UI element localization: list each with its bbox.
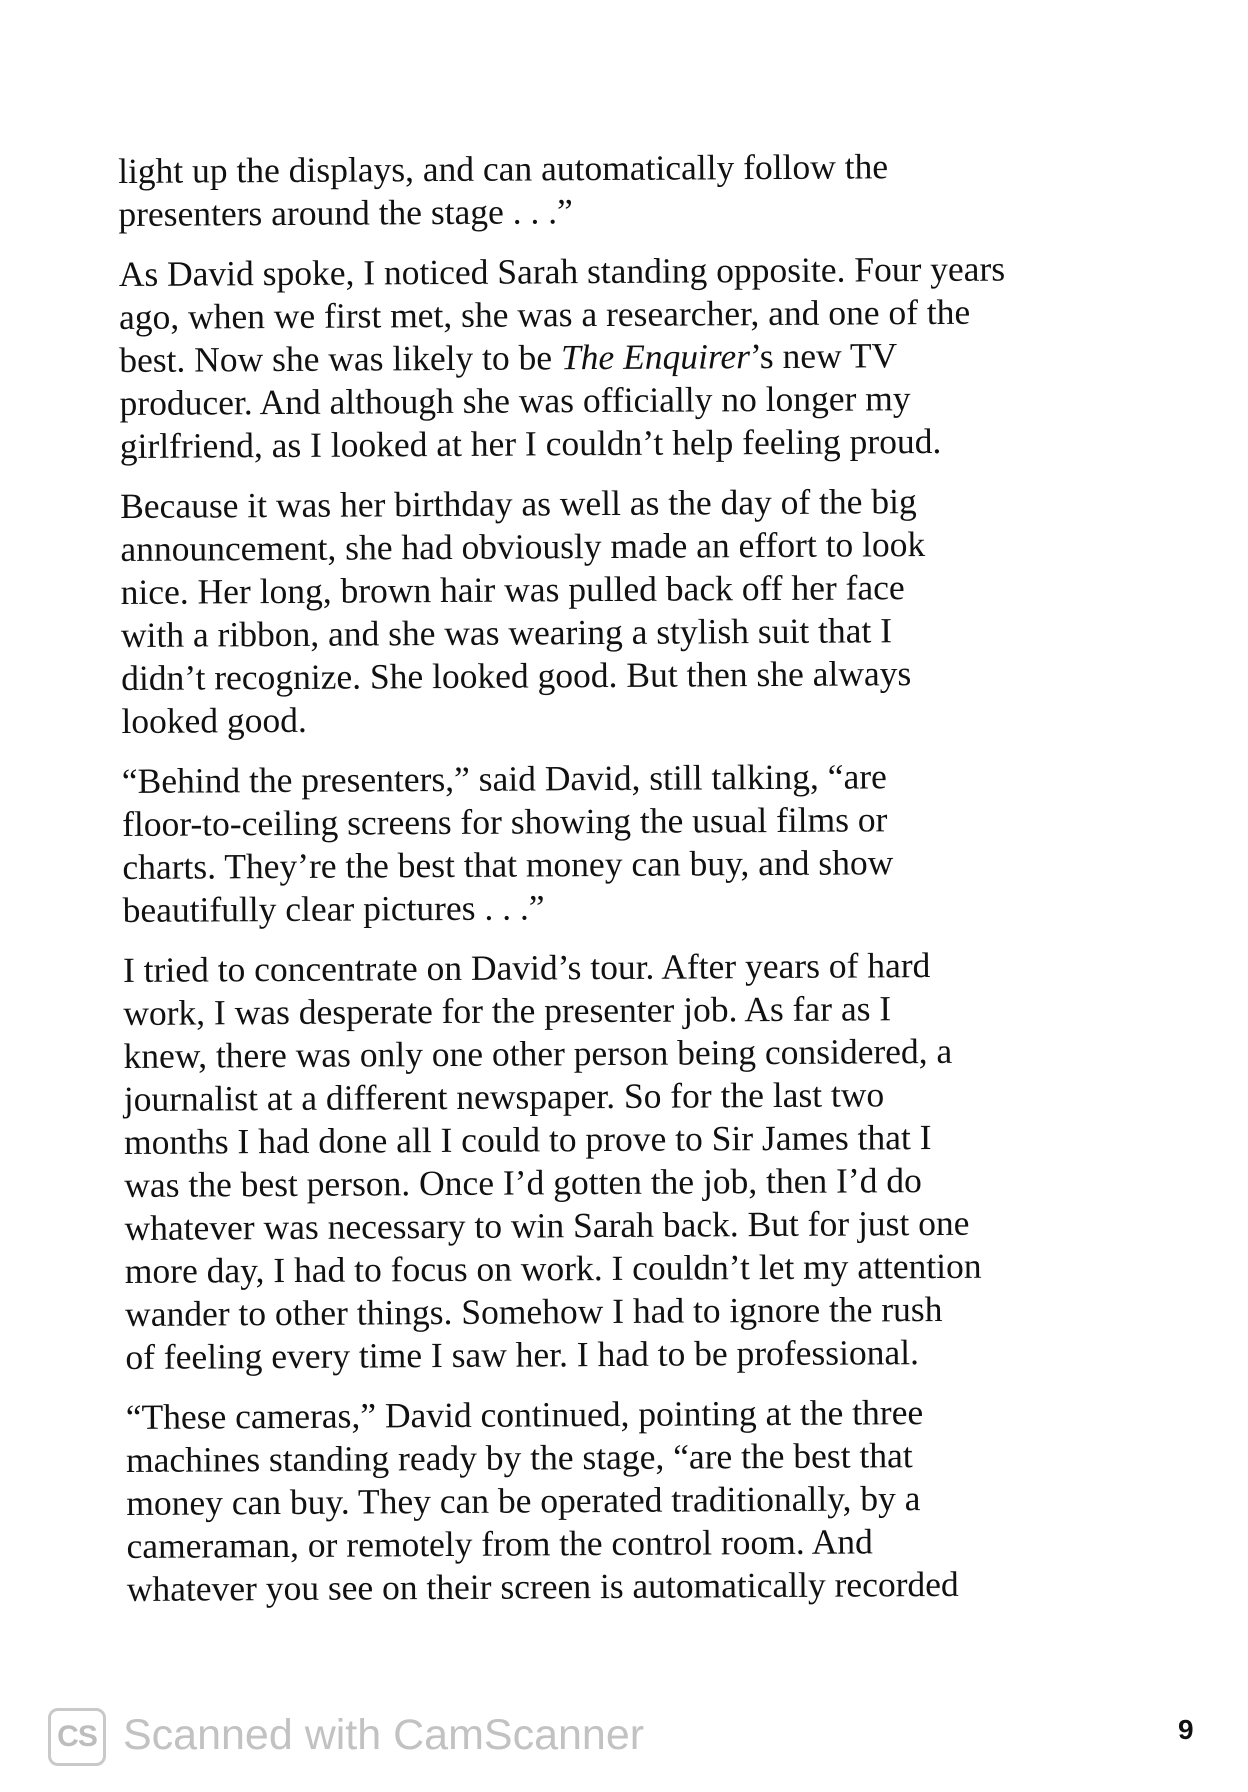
text-line: ago, when we first met, she was a researcher, and one of the	[118, 291, 971, 337]
text-line: girlfriend, as I looked at her I couldn’t help feeling proud.	[119, 420, 942, 466]
text-line: work, I was desperate for the presenter job. As far as I	[123, 988, 892, 1033]
text-line: was the best person. Once I’d gotten the job, then I’d do	[124, 1160, 922, 1205]
text-line: journalist at a different newspaper. So for the last two	[123, 1074, 885, 1119]
text-line: I tried to concentrate on David’s tour. After years of hard	[122, 945, 931, 990]
text-line: Because it was her birthday as well as the day of the big	[120, 481, 917, 526]
text-line: whatever was necessary to win Sarah back. But for just one	[124, 1202, 970, 1248]
text-line: money can buy. They can be operated traditionally, by a	[126, 1478, 921, 1523]
text-line: more day, I had to focus on work. I couldn’t let my attention	[124, 1245, 982, 1291]
scanner-watermark: Scanned with CamScanner	[123, 1711, 645, 1759]
paragraph-1	[118, 144, 1129, 236]
body-text	[118, 144, 1137, 1628]
text-line: producer. And although she was officially no longer my	[119, 378, 911, 423]
text-line: “These cameras,” David continued, pointing at the three	[125, 1392, 924, 1437]
text-line: floor-to-ceiling screens for showing the usual films or	[121, 799, 888, 844]
text-line: presenters around the stage . . .”	[118, 191, 573, 234]
paragraph-2	[119, 247, 1130, 468]
text-run: ’s new TV	[749, 335, 898, 377]
newspaper-title: The Enquirer	[560, 336, 751, 378]
text-line: charts. They’re the best that money can buy, and show	[122, 842, 894, 887]
text-line: wander to other things. Somehow I had to ignore the rush	[124, 1288, 943, 1334]
text-run: best. Now she was likely to be	[119, 337, 562, 380]
text-line: announcement, she had obviously made an effort to look	[120, 524, 926, 569]
text-line: beautifully clear pictures . . .”	[122, 887, 545, 930]
text-line: knew, there was only one other person being considered, a	[123, 1030, 953, 1076]
text-line: light up the displays, and can automatically follow the	[118, 146, 889, 191]
text-line: with a ribbon, and she was wearing a stylish suit that I	[120, 610, 893, 655]
paragraph-3	[120, 479, 1132, 743]
text-line: months I had done all I could to prove to Sir James that I	[123, 1117, 932, 1162]
paragraph-4	[122, 754, 1133, 932]
text-line: As David spoke, I noticed Sarah standing opposite. Four years	[118, 248, 1006, 294]
camscanner-logo-icon: CS	[48, 1708, 106, 1766]
text-line: cameraman, or remotely from the control room. And	[126, 1521, 873, 1566]
text-line	[119, 333, 1129, 382]
paragraph-6	[126, 1390, 1137, 1611]
paragraph-5	[123, 943, 1136, 1379]
text-line: didn’t recognize. She looked good. But then she always	[121, 653, 912, 698]
text-line: nice. Her long, brown hair was pulled back off her face	[120, 567, 905, 612]
text-line: of feeling every time I saw her. I had to be professional.	[125, 1332, 920, 1377]
text-line: “Behind the presenters,” said David, still talking, “are	[121, 756, 887, 801]
text-line: machines standing ready by the stage, “are the best that	[125, 1435, 913, 1480]
text-line: looked good.	[121, 699, 307, 741]
text-line: whatever you see on their screen is automatically recorded	[126, 1563, 959, 1609]
page-number: 9	[1178, 1714, 1194, 1745]
